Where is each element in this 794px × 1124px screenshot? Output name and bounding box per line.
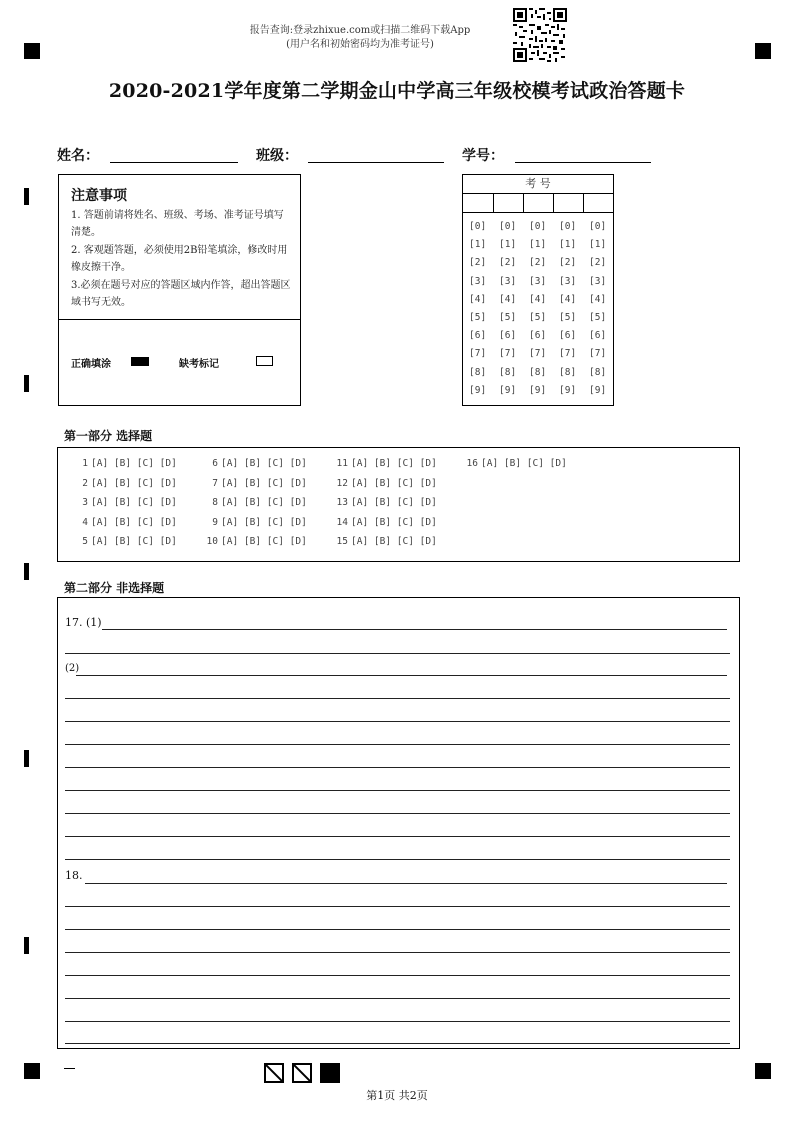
part2-title: 第二部分 非选择题 [64,581,165,595]
question-number: 14 [336,516,348,528]
exam-digit-bubble[interactable]: [5] [499,312,517,323]
question-number: 6 [212,458,218,469]
choice-question-row [75,536,177,547]
exam-digit-bubble[interactable]: [3] [469,275,487,287]
answer-options[interactable]: [A] [B] [C] [D] [221,497,307,508]
answer-line[interactable] [102,629,727,630]
answer-line[interactable] [65,790,730,791]
question-number: 12 [336,477,348,489]
answer-line[interactable] [85,883,727,884]
answer-line[interactable] [65,767,730,768]
notice-item: 2. 客观题答题，必须使用2B铅笔填涂，修改时用橡皮擦干净。 [71,245,288,273]
answer-line[interactable] [65,1043,730,1044]
timing-mark [24,188,29,205]
choice-question-row [205,517,307,528]
notice-title: 注意事项 [71,188,127,204]
exam-digit-bubble[interactable]: [6] [589,330,607,342]
exam-digit-bubble[interactable]: [2] [589,257,607,269]
exam-digit-bubble[interactable]: [0] [499,221,517,232]
notice-box [58,174,301,406]
question-17-part2-label: (2) [65,663,80,674]
choice-question-row [75,478,177,489]
exam-digit-bubble[interactable]: [1] [529,239,547,251]
divider [583,194,584,213]
question-number: 5 [82,536,88,547]
question-number: 15 [336,536,348,547]
choice-question-row [75,497,177,508]
question-18-label: 18. [65,869,83,882]
page-marker-crossed-icon [292,1063,312,1083]
correct-fill-sample [131,357,149,366]
choice-question-row [335,478,437,489]
exam-digit-bubble[interactable]: [3] [499,275,517,287]
page-number: 第1页 共2页 [366,1089,428,1102]
exam-digit-bubble[interactable]: [2] [499,257,517,269]
exam-digit-bubble[interactable]: [3] [529,275,547,287]
exam-digit-bubble[interactable]: [9] [469,384,487,396]
registration-mark-bottom-left [24,1063,40,1079]
exam-digit-bubble[interactable]: [1] [559,239,577,251]
exam-digit-bubble[interactable]: [2] [559,257,577,269]
exam-digit-bubble[interactable]: [4] [559,293,577,305]
choice-question-row [75,458,177,469]
exam-digit-bubble[interactable]: [4] [589,293,607,305]
notice-item: 1. 答题前请将姓名、班级、考场、准考证号填写清楚。 [71,210,284,238]
student-id-label: 学号： [462,148,504,164]
exam-digit-bubble[interactable]: [5] [589,312,607,323]
exam-digit-bubble[interactable]: [5] [559,312,577,323]
exam-digit-bubble[interactable]: [0] [529,221,547,232]
exam-number-digit-cell[interactable] [463,194,613,213]
exam-digit-bubble[interactable]: [6] [469,330,487,342]
page-marker-crossed-icon [264,1063,284,1083]
exam-digit-bubble[interactable]: [0] [559,221,577,232]
exam-digit-bubble[interactable]: [9] [589,384,607,396]
exam-digit-bubble[interactable]: [7] [529,348,547,360]
answer-line[interactable] [65,952,730,953]
exam-digit-bubble[interactable]: [6] [499,330,517,342]
absent-mark-label: 缺考标记 [179,359,219,370]
name-label: 姓名： [57,148,99,164]
answer-options[interactable]: [A] [B] [C] [D] [221,536,307,547]
answer-line[interactable] [65,906,730,907]
choice-question-row [75,517,177,528]
exam-digit-bubble[interactable]: [7] [499,348,517,360]
choice-question-row [205,478,307,489]
answer-options[interactable]: [A] [B] [C] [D] [351,536,437,547]
timing-mark [24,750,29,767]
answer-options[interactable]: [A] [B] [C] [D] [221,477,307,489]
timing-mark [24,937,29,954]
qr-code-icon[interactable] [513,8,567,62]
report-query-note: 报告查询:登录zhixue.com或扫描二维码下载App [249,25,471,36]
class-field[interactable] [308,162,444,163]
answer-options[interactable]: [A] [B] [C] [D] [221,458,307,469]
answer-options[interactable]: [A] [B] [C] [D] [91,536,177,547]
answer-options[interactable]: [A] [B] [C] [D] [351,497,437,508]
divider [64,1068,75,1069]
question-number: 2 [82,477,88,489]
answer-line[interactable] [65,744,730,745]
answer-options[interactable]: [A] [B] [C] [D] [91,516,177,528]
answer-options[interactable]: [A] [B] [C] [D] [351,458,437,469]
exam-digit-bubble[interactable]: [8] [469,366,487,378]
answer-options[interactable]: [A] [B] [C] [D] [221,516,307,528]
exam-digit-bubble[interactable]: [5] [469,312,487,323]
exam-digit-bubble[interactable]: [8] [559,366,577,378]
answer-area [57,597,740,1049]
notice-item: 3.必须在题号对应的答题区域内作答，超出答题区域书写无效。 [71,280,291,308]
answer-options[interactable]: [A] [B] [C] [D] [481,458,567,469]
answer-options[interactable]: [A] [B] [C] [D] [91,458,177,469]
answer-options[interactable]: [A] [B] [C] [D] [351,477,437,489]
exam-digit-bubble[interactable]: [4] [529,293,547,305]
exam-number-header: 考 号 [463,175,613,194]
exam-number-box [462,174,614,406]
exam-digit-bubble[interactable]: [7] [469,348,487,360]
exam-digit-bubble[interactable]: [3] [589,275,607,287]
question-number: 3 [82,497,88,508]
answer-line[interactable] [65,975,730,976]
exam-digit-bubble[interactable]: [9] [559,384,577,396]
part1-title: 第一部分 选择题 [64,429,153,443]
class-label: 班级： [256,148,298,164]
question-number: 9 [212,516,218,528]
question-number: 13 [336,497,348,508]
choice-question-row [335,458,437,469]
exam-digit-bubble[interactable]: [9] [529,384,547,396]
exam-digit-bubble[interactable]: [8] [589,366,607,378]
answer-line[interactable] [65,813,730,814]
choice-question-row [335,536,437,547]
login-credentials-note: (用户名和初始密码均为准考证号) [286,39,434,50]
exam-digit-bubble[interactable]: [3] [559,275,577,287]
question-number: 8 [212,497,218,508]
question-number: 16 [466,458,478,469]
exam-digit-bubble[interactable]: [9] [499,384,517,396]
answer-options[interactable]: [A] [B] [C] [D] [91,497,177,508]
exam-digit-bubble[interactable]: [4] [469,293,487,305]
exam-digit-bubble[interactable]: [1] [499,239,517,251]
student-id-field[interactable] [515,162,651,163]
exam-digit-bubble[interactable]: [1] [469,239,487,251]
answer-line[interactable] [65,859,730,860]
registration-mark-bottom-right [755,1063,771,1079]
registration-mark-top-left [24,43,40,59]
exam-digit-bubble[interactable]: [6] [529,330,547,342]
divider [59,319,300,320]
question-17-label: 17. (1) [65,616,102,629]
registration-mark-top-right [755,43,771,59]
timing-mark [24,375,29,392]
timing-mark [24,563,29,580]
answer-options[interactable]: [A] [B] [C] [D] [351,516,437,528]
exam-digit-bubble[interactable]: [5] [529,312,547,323]
exam-digit-bubble[interactable]: [7] [559,348,577,360]
choice-question-row [205,497,307,508]
question-number: 1 [82,458,88,469]
sheet-title: 2020-2021学年度第二学期金山中学高三年级校模考试政治答题卡 [108,80,686,102]
exam-digit-bubble[interactable]: [2] [529,257,547,269]
correct-fill-label: 正确填涂 [71,359,111,370]
question-number: 7 [212,477,218,489]
choice-question-row [335,497,437,508]
choice-question-row [335,517,437,528]
exam-digit-bubble[interactable]: [0] [469,221,487,232]
exam-digit-bubble[interactable]: [7] [589,348,607,360]
question-number: 11 [336,458,348,469]
absent-mark-checkbox[interactable] [256,356,273,366]
divider [493,194,494,213]
answer-line[interactable] [65,998,730,999]
choice-question-box [57,447,740,562]
exam-digit-bubble[interactable]: [0] [589,221,607,232]
page-marker-filled-icon [320,1063,340,1083]
question-number: 4 [82,516,88,528]
choice-question-row [465,458,567,469]
exam-digit-bubble[interactable]: [1] [589,239,607,251]
divider [553,194,554,213]
answer-line[interactable] [65,721,730,722]
answer-line[interactable] [65,836,730,837]
answer-line[interactable] [76,675,727,676]
exam-digit-bubble[interactable]: [8] [499,366,517,378]
exam-digit-bubble[interactable]: [4] [499,293,517,305]
name-field[interactable] [110,162,238,163]
question-number: 10 [206,536,218,547]
choice-question-row [205,458,307,469]
answer-line[interactable] [65,1021,730,1022]
answer-line[interactable] [65,929,730,930]
choice-question-row [205,536,307,547]
divider [523,194,524,213]
exam-digit-bubble[interactable]: [8] [529,366,547,378]
exam-digit-bubble[interactable]: [2] [469,257,487,269]
exam-digit-bubble[interactable]: [6] [559,330,577,342]
answer-line[interactable] [65,698,730,699]
answer-line[interactable] [65,653,730,654]
answer-options[interactable]: [A] [B] [C] [D] [91,477,177,489]
